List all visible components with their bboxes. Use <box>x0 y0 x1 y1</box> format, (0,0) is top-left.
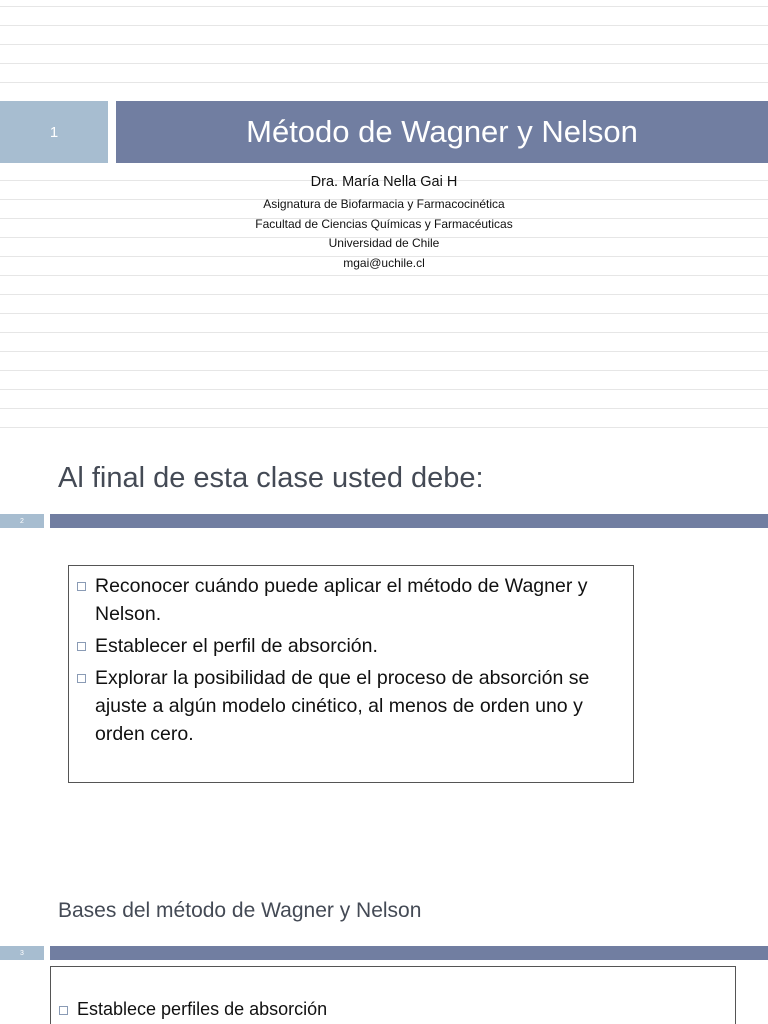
title-bar <box>50 514 768 528</box>
ruled-line <box>0 427 768 428</box>
title-bar <box>50 946 768 960</box>
university-line: Universidad de Chile <box>328 236 440 250</box>
square-bullet-icon <box>77 582 86 591</box>
list-item-text: Establecer el perfil de absorción. <box>95 635 378 657</box>
objectives-box <box>68 565 634 783</box>
slide-title: Método de Wagner y Nelson <box>116 101 768 163</box>
list-item-text: Explorar la posibilidad de que el proceso de absorción se ajuste a algún modelo cinético, al menos de orden uno y orden cero. <box>95 667 590 745</box>
ruled-line <box>0 63 768 64</box>
list-item <box>75 572 625 628</box>
slide-number: 2 <box>0 514 44 528</box>
list-item-text: Reconocer cuándo puede aplicar el método de Wagner y Nelson. <box>95 575 588 625</box>
content-box <box>50 966 736 1024</box>
slide-number: 3 <box>0 946 44 960</box>
email-line: mgai@uchile.cl <box>343 256 425 270</box>
square-bullet-icon <box>77 674 86 683</box>
ruled-line <box>0 408 768 409</box>
slide-2 <box>0 432 768 864</box>
ruled-line <box>0 294 768 295</box>
ruled-line <box>0 389 768 390</box>
slide-heading: Bases del método de Wagner y Nelson <box>58 899 422 922</box>
ruled-line <box>0 25 768 26</box>
author-name: Dra. María Nella Gai H <box>310 174 458 190</box>
course-line: Asignatura de Biofarmacia y Farmacocinética <box>263 197 505 211</box>
list-item <box>75 632 625 660</box>
ruled-line <box>0 44 768 45</box>
square-bullet-icon <box>59 1006 68 1015</box>
slide-3 <box>0 864 768 1024</box>
ruled-line <box>0 370 768 371</box>
slide-number: 1 <box>0 101 108 163</box>
list-item-text: Establece perfiles de absorción <box>77 999 328 1019</box>
ruled-line <box>0 82 768 83</box>
ruled-line <box>0 332 768 333</box>
faculty-line: Facultad de Ciencias Químicas y Farmacéuticas <box>255 217 513 231</box>
square-bullet-icon <box>77 642 86 651</box>
ruled-line <box>0 275 768 276</box>
slide-heading: Al final de esta clase usted debe: <box>58 462 484 494</box>
list-item <box>75 664 625 748</box>
ruled-line <box>0 313 768 314</box>
ruled-line <box>0 6 768 7</box>
list-item <box>57 997 735 1021</box>
slide-1 <box>0 0 768 432</box>
ruled-line <box>0 351 768 352</box>
